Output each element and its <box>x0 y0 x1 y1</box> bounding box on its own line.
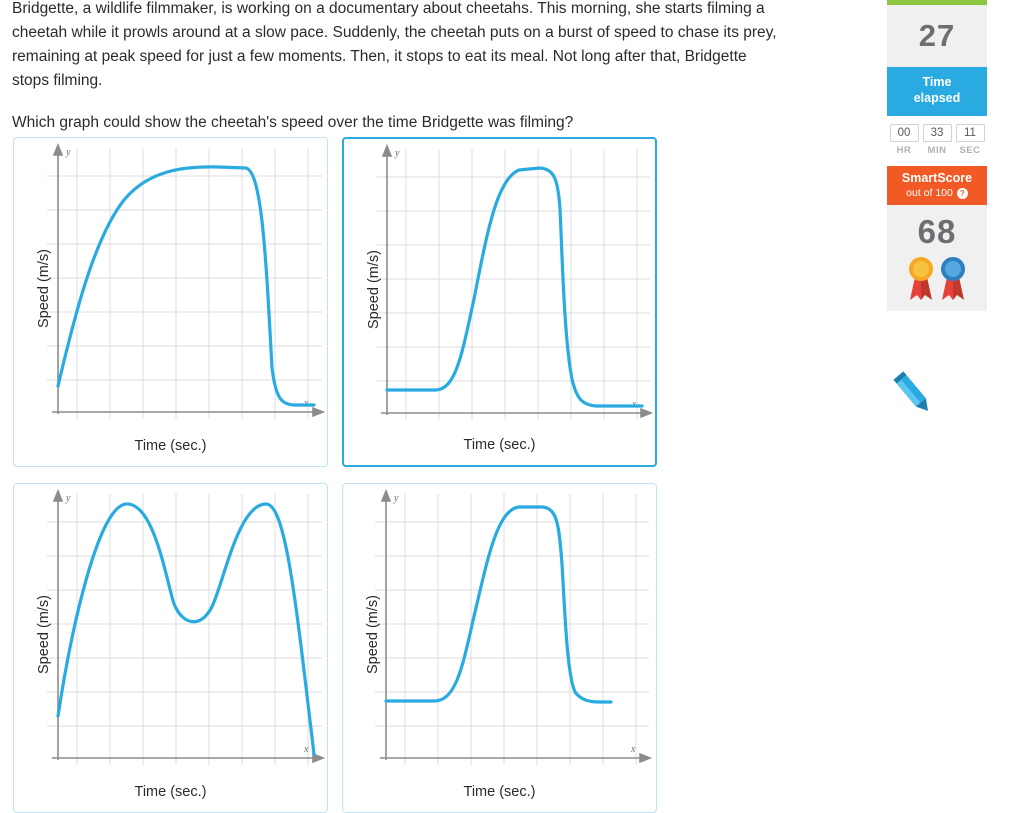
time-elapsed-label-line1: Time <box>922 75 952 89</box>
smartscore-value: 68 <box>917 213 957 251</box>
clock-seconds <box>956 124 985 156</box>
answer-choice-b[interactable] <box>342 137 657 467</box>
x-axis-label-c: Time (sec.) <box>134 784 207 800</box>
elapsed-clock <box>887 116 987 156</box>
graph-a <box>14 138 327 423</box>
svg-text:x: x <box>632 399 637 410</box>
clock-minutes <box>923 124 952 156</box>
clock-seconds-value: 11 <box>956 124 985 142</box>
smartscore-box <box>887 205 987 311</box>
smartscore-subtitle-text: out of 100 <box>906 187 953 200</box>
help-icon[interactable]: ? <box>957 188 968 199</box>
svg-text:Speed (m/s): Speed (m/s) <box>365 595 381 674</box>
answer-choices <box>13 137 673 813</box>
questions-answered-value: 27 <box>918 18 956 53</box>
ribbon-blue-icon <box>939 255 967 301</box>
x-axis-label-d: Time (sec.) <box>463 784 536 800</box>
graph-b <box>344 139 655 424</box>
x-axis-label-b: Time (sec.) <box>463 437 536 453</box>
clock-hours <box>890 124 919 156</box>
question-ask: Which graph could show the cheetah's speed over the time Bridgette was filming? <box>12 114 574 132</box>
svg-text:x: x <box>304 744 309 755</box>
answer-choice-c[interactable] <box>13 483 328 813</box>
smartscore-subtitle <box>887 185 987 199</box>
graph-c <box>14 484 327 769</box>
graph-d <box>343 484 656 769</box>
x-axis-label-a: Time (sec.) <box>134 438 207 454</box>
clock-seconds-unit: SEC <box>959 145 981 157</box>
smartscore-header <box>887 166 987 205</box>
clock-hours-value: 00 <box>890 124 919 142</box>
svg-text:Speed (m/s): Speed (m/s) <box>366 250 382 329</box>
question-area <box>0 0 880 135</box>
clock-hours-unit: HR <box>896 145 912 157</box>
award-ribbons <box>887 251 987 301</box>
svg-text:y: y <box>395 148 400 159</box>
answer-choice-d[interactable] <box>342 483 657 813</box>
svg-text:y: y <box>66 493 71 504</box>
smartscore-title: SmartScore <box>901 171 973 186</box>
question-paragraph: Bridgette, a wildlife filmmaker, is working on a documentary about cheetahs. This morning, she starts filming a cheetah while it prowls around at a slow pace. Suddenly, the cheetah puts on a burst of speed to chase its prey, remaining at peak speed for just a few moments. Then, it stops to eat its meal. Not long after that, Bridgette stops filming. <box>12 0 777 90</box>
time-elapsed-label-line2: elapsed <box>913 90 961 105</box>
svg-text:y: y <box>66 147 71 158</box>
questions-answered-box <box>887 5 987 67</box>
svg-text:Speed (m/s): Speed (m/s) <box>36 249 52 328</box>
progress-rail <box>887 0 987 311</box>
svg-text:y: y <box>394 493 399 504</box>
time-elapsed-box <box>887 67 987 116</box>
pencil-icon[interactable] <box>887 368 987 428</box>
clock-minutes-value: 33 <box>923 124 952 142</box>
svg-text:x: x <box>631 744 636 755</box>
ribbon-gold-icon <box>907 255 935 301</box>
svg-text:Speed (m/s): Speed (m/s) <box>36 595 52 674</box>
answer-choice-a[interactable] <box>13 137 328 467</box>
clock-minutes-unit: MIN <box>927 145 947 157</box>
svg-text:x: x <box>304 398 309 409</box>
